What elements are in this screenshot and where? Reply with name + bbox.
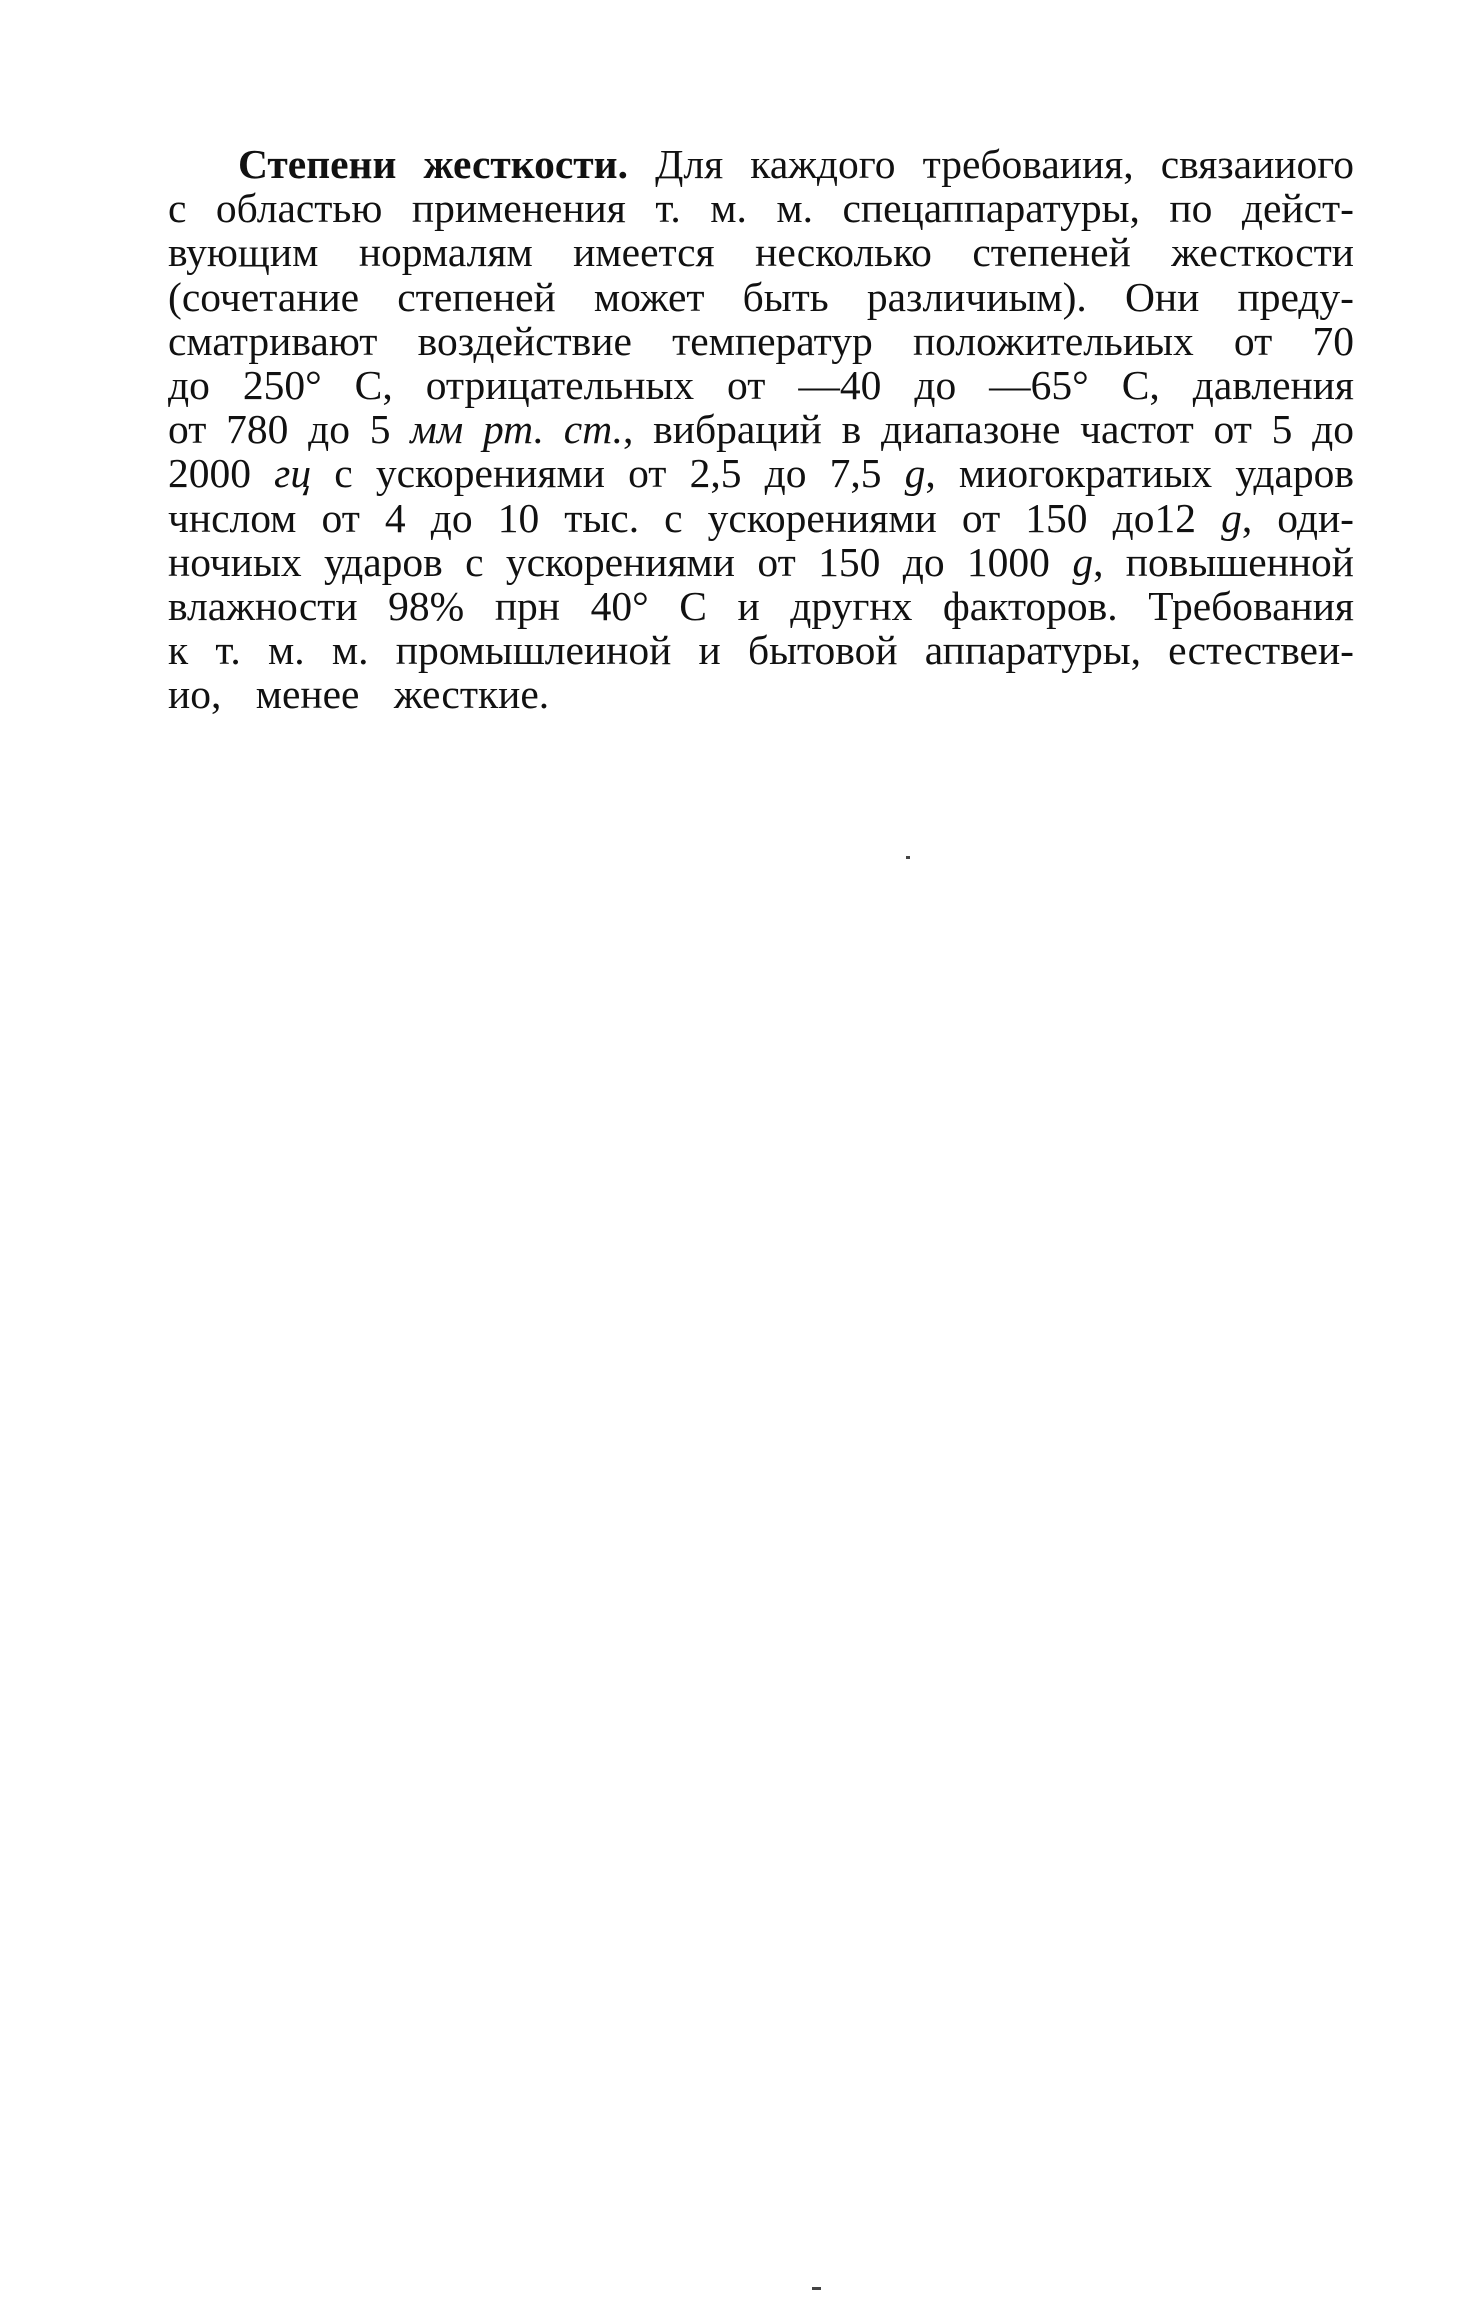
paragraph [168,142,1354,717]
line-segment: ночиых ударов с ускорениями от 150 до 1000 [168,538,1073,585]
paragraph-heading: Степени жесткости. [238,141,628,187]
scan-speck [812,2287,821,2290]
paragraph-line: с областью применения т. м. м. спецаппаратуры, по дейст- [168,185,1354,232]
line-segment: чнслом от 4 до 10 тыс. с ускорениями от 150 до12 [168,494,1222,541]
paragraph-line: сматривают воздействие температур положительиых от 70 [168,317,1354,364]
paragraph-line [168,451,1354,495]
line-segment: 2000 [168,450,275,497]
line-segment: , миогократиых ударов [925,450,1355,497]
paragraph-line: до 250° С, отрицательных от —40 до —65° С, давления [168,362,1354,409]
paragraph-line: ио, менее жесткие. [168,671,550,718]
line-segment: с ускорениями от 2,5 до 7,5 [311,450,905,497]
line-segment: , повышенной [1093,538,1354,585]
paragraph-line [168,540,1354,584]
acceleration-unit: g [1072,538,1094,585]
scan-speck [906,856,910,859]
line-segment: , вибраций в диапазоне частот от 5 до [623,406,1354,453]
line-segment: от 780 до 5 [168,406,411,453]
acceleration-unit: g [904,450,926,497]
paragraph-line [168,142,1354,186]
paragraph-line: вующим нормалям имеется несколько степеней жесткости [168,229,1354,276]
line-segment: , оди- [1241,494,1354,541]
paragraph-line [168,407,1354,451]
frequency-unit: гц [274,450,312,497]
paragraph-line: к т. м. м. промышлеиной и бытовой аппаратуры, естествеи- [168,627,1354,674]
paragraph-line: (сочетание степеней может быть различиым). Они преду- [168,273,1354,320]
paragraph-line [168,496,1354,540]
paragraph-line: влажности 98% прн 40° С и другнх факторов. Требования [168,583,1354,630]
pressure-unit: мм рт. ст. [410,406,624,453]
line-text: Для каждого требоваиия, связаииого [655,141,1355,187]
acceleration-unit: g [1221,494,1242,541]
